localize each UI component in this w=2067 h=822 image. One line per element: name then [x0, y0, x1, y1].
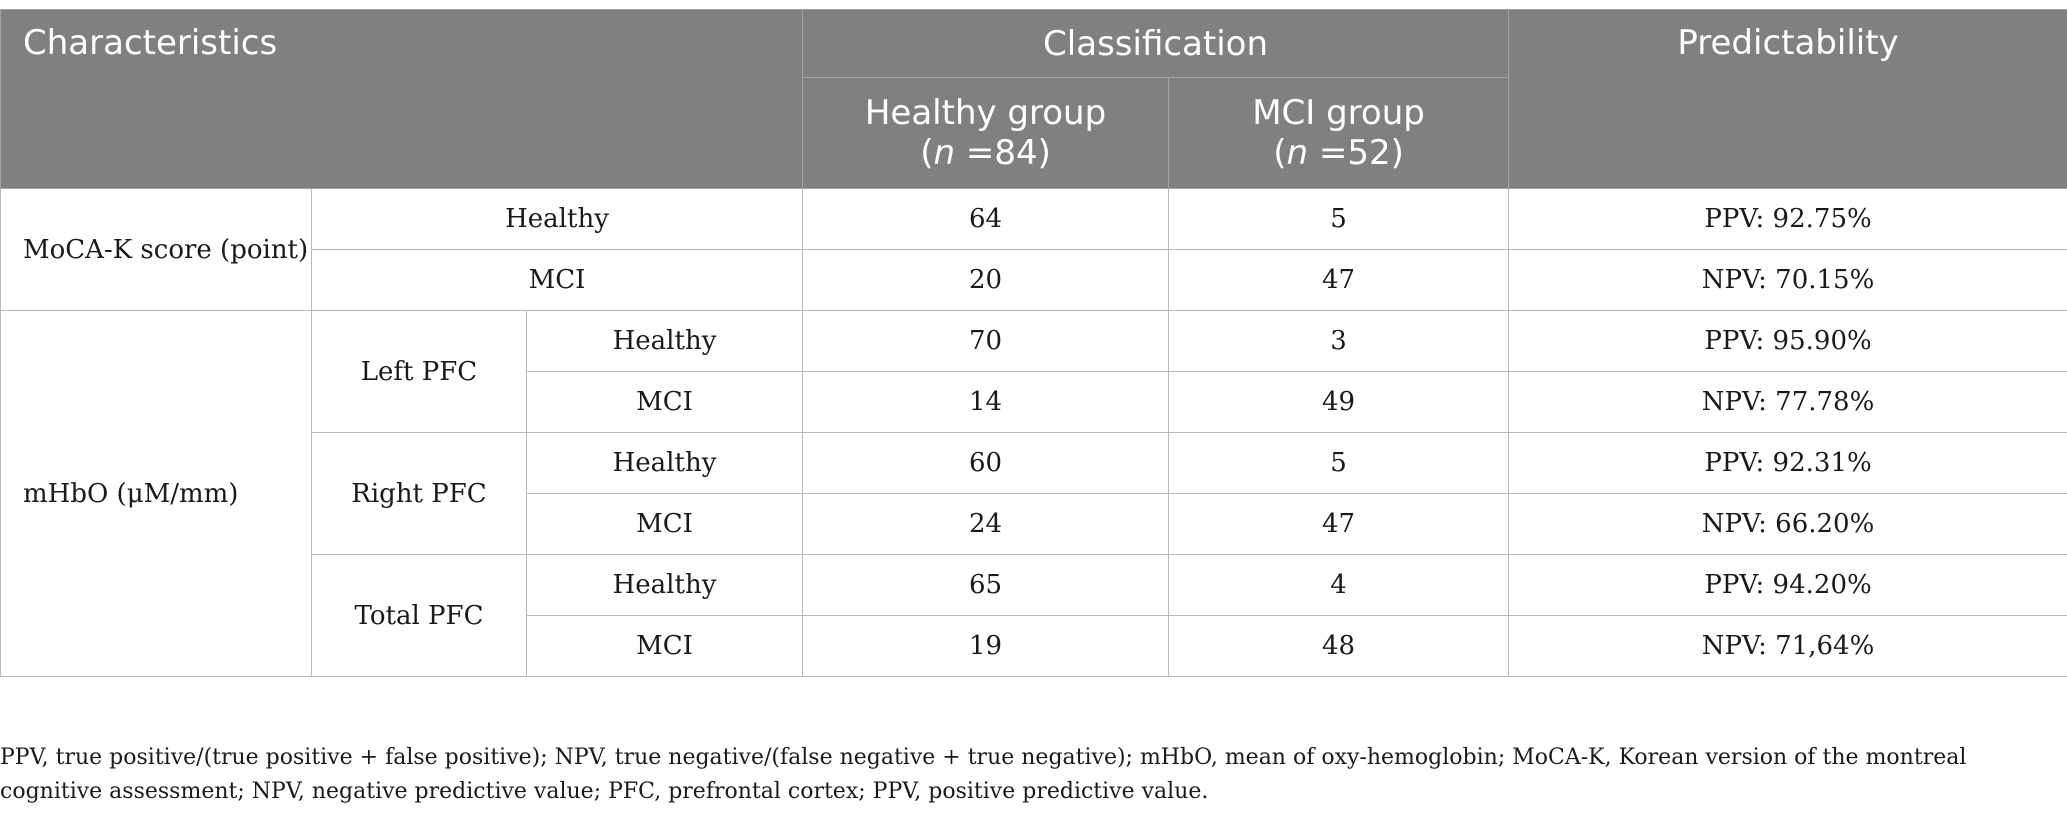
- mci-count: 4: [1169, 555, 1509, 616]
- healthy-count: 19: [803, 616, 1169, 677]
- predictability-value: PPV: 94.20%: [1509, 555, 2067, 616]
- healthy-group-n-var: n: [933, 133, 956, 173]
- table-body: [1, 189, 2067, 677]
- table-footnote: PPV, true positive/(true positive + false positive); NPV, true negative/(false negative + true negative); mHbO, mean of oxy-hemoglobin; MoCA-K, Korean version of the montreal cognitive assessment; NPV, negative predictive value; PFC, prefrontal cortex; PPV, positive predictive value.: [0, 745, 1967, 804]
- predictability-value: NPV: 66.20%: [1509, 494, 2067, 555]
- classification-cell: Healthy: [527, 555, 803, 616]
- mci-count: 5: [1169, 433, 1509, 494]
- predictability-value: NPV: 77.78%: [1509, 372, 2067, 433]
- classification-cell: Healthy: [527, 433, 803, 494]
- classification-cell: Healthy: [527, 311, 803, 372]
- healthy-group-n-prefix: (: [920, 133, 934, 173]
- mci-group-n-value: =52): [1308, 133, 1404, 173]
- mci-group-label: MCI group: [1252, 93, 1425, 133]
- table-header: [1, 10, 2067, 189]
- header-characteristics: Characteristics: [1, 10, 803, 189]
- classification-cell: MCI: [312, 250, 803, 311]
- classification-cell: MCI: [527, 494, 803, 555]
- classification-cell: MCI: [527, 372, 803, 433]
- predictability-value: PPV: 92.31%: [1509, 433, 2067, 494]
- predictability-value: NPV: 70.15%: [1509, 250, 2067, 311]
- results-table: [0, 9, 2067, 677]
- predictability-value: NPV: 71,64%: [1509, 616, 2067, 677]
- header-classification: Classification: [803, 10, 1509, 78]
- mhbo-label: mHbO (μM/mm): [1, 311, 312, 677]
- healthy-count: 70: [803, 311, 1169, 372]
- mci-count: 5: [1169, 189, 1509, 250]
- header-healthy-group: [803, 78, 1169, 189]
- mci-group-n-prefix: (: [1273, 133, 1287, 173]
- healthy-count: 60: [803, 433, 1169, 494]
- table-row: [1, 311, 2067, 372]
- healthy-count: 14: [803, 372, 1169, 433]
- healthy-count: 20: [803, 250, 1169, 311]
- classification-cell: MCI: [527, 616, 803, 677]
- region-cell: Right PFC: [312, 433, 527, 555]
- region-cell: Total PFC: [312, 555, 527, 677]
- mci-count: 48: [1169, 616, 1509, 677]
- region-cell: Left PFC: [312, 311, 527, 433]
- header-mci-group: [1169, 78, 1509, 189]
- classification-cell: Healthy: [312, 189, 803, 250]
- header-predictability: Predictability: [1509, 10, 2067, 189]
- healthy-count: 24: [803, 494, 1169, 555]
- healthy-group-n-value: =84): [955, 133, 1051, 173]
- mci-count: 47: [1169, 494, 1509, 555]
- healthy-count: 65: [803, 555, 1169, 616]
- table-row: [1, 189, 2067, 250]
- predictability-value: PPV: 95.90%: [1509, 311, 2067, 372]
- healthy-count: 64: [803, 189, 1169, 250]
- healthy-group-label: Healthy group: [864, 93, 1107, 133]
- predictability-value: PPV: 92.75%: [1509, 189, 2067, 250]
- moca-label: MoCA-K score (point): [1, 189, 312, 311]
- mci-count: 49: [1169, 372, 1509, 433]
- mci-count: 3: [1169, 311, 1509, 372]
- mci-count: 47: [1169, 250, 1509, 311]
- mci-group-n-var: n: [1286, 133, 1309, 173]
